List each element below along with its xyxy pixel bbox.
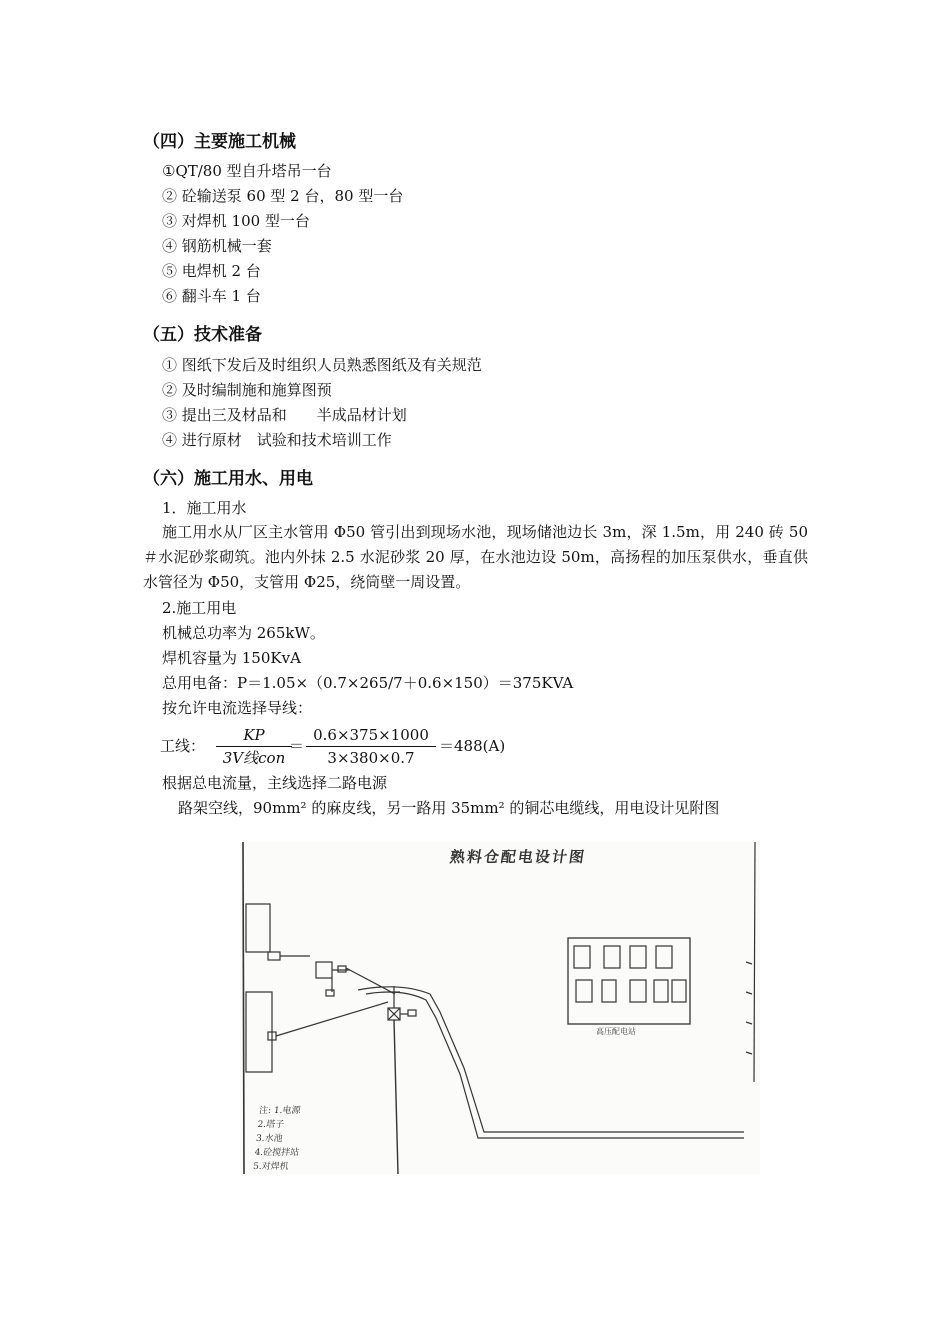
- tech-prep-item: ④ 进行原材 试验和技术培训工作: [162, 431, 392, 449]
- legend-item: 4.砼搅拌站: [254, 1148, 300, 1158]
- current-formula: [160, 724, 540, 768]
- machinery-item: ② 砼输送泵 60 型 2 台，80 型一台: [162, 187, 404, 205]
- drawing-legend: [252, 1104, 304, 1174]
- formula-label: 工线：: [160, 737, 206, 755]
- section-heading-machinery: （四）主要施工机械: [143, 132, 296, 152]
- section-heading-tech-prep: （五）技术准备: [143, 325, 262, 345]
- drawing-room-label: 高压配电站: [596, 1027, 636, 1036]
- formula-rhs-numerator: 0.6×375×1000: [313, 726, 429, 744]
- machinery-item: ⑥ 翻斗车 1 台: [162, 287, 261, 305]
- power-layout-drawing: [240, 842, 760, 1174]
- tech-prep-item: ② 及时编制施和施算图预: [162, 381, 332, 399]
- legend-item: 3.水池: [255, 1134, 284, 1144]
- power-subheading: 2.施工用电: [162, 599, 237, 617]
- power-note: 路架空线，90mm² 的麻皮线，另一路用 35mm² 的铜芯电缆线，用电设计见附图: [178, 799, 720, 817]
- machinery-item: ④ 钢筋机械一套: [162, 237, 272, 255]
- power-note: 根据总电流量，主线选择二路电源: [162, 774, 388, 792]
- machinery-item: ③ 对焊机 100 型一台: [162, 212, 310, 230]
- formula-lhs-fraction: [216, 724, 292, 769]
- machinery-item: ①QT/80 型自升塔吊一台: [162, 162, 332, 180]
- power-line: 焊机容量为 150KvA: [162, 649, 301, 667]
- water-subheading: 1．施工用水: [162, 499, 247, 517]
- power-line: 机械总功率为 265kW。: [162, 624, 325, 642]
- legend-item: 2.塔子: [256, 1120, 285, 1130]
- legend-item: 注: 1.电源: [258, 1106, 301, 1116]
- legend-item: 5.对焊机: [252, 1162, 290, 1172]
- drawing-title: 熟料仓配电设计图: [448, 848, 588, 866]
- tech-prep-item: ① 图纸下发后及时组织人员熟悉图纸及有关规范: [162, 356, 482, 374]
- formula-rhs-denominator: 3×380×0.7: [306, 746, 436, 769]
- formula-rhs-fraction: [306, 724, 436, 769]
- drawing-lines: [240, 842, 760, 1174]
- power-line: 总用电备：P＝1.05×（0.7×265/7＋0.6×150）＝375KVA: [162, 674, 574, 692]
- section-heading-water-power: （六）施工用水、用电: [143, 469, 313, 489]
- water-paragraph: 施工用水从厂区主水管用 Φ50 管引出到现场水池，现场储池边长 3m，深 1.5m，用 240 砖 50＃水泥砂浆砌筑。池内外抹 2.5 水泥砂浆 20 厚，在水池边设 50m，高扬程的加压泵供水，垂直供水管径为 Φ50，支管用 Φ25，绕筒壁一周设置。: [143, 523, 808, 591]
- machinery-item: ⑤ 电焊机 2 台: [162, 262, 261, 280]
- formula-lhs-denominator: 3V线con: [216, 746, 292, 769]
- formula-equals: ＝: [289, 737, 305, 755]
- power-line: 按允许电流选择导线：: [162, 699, 313, 717]
- tech-prep-item: ③ 提出三及材品和 半成品材计划: [162, 406, 407, 424]
- formula-result: ＝488(A): [439, 737, 506, 755]
- formula-lhs-numerator: KP: [243, 726, 265, 744]
